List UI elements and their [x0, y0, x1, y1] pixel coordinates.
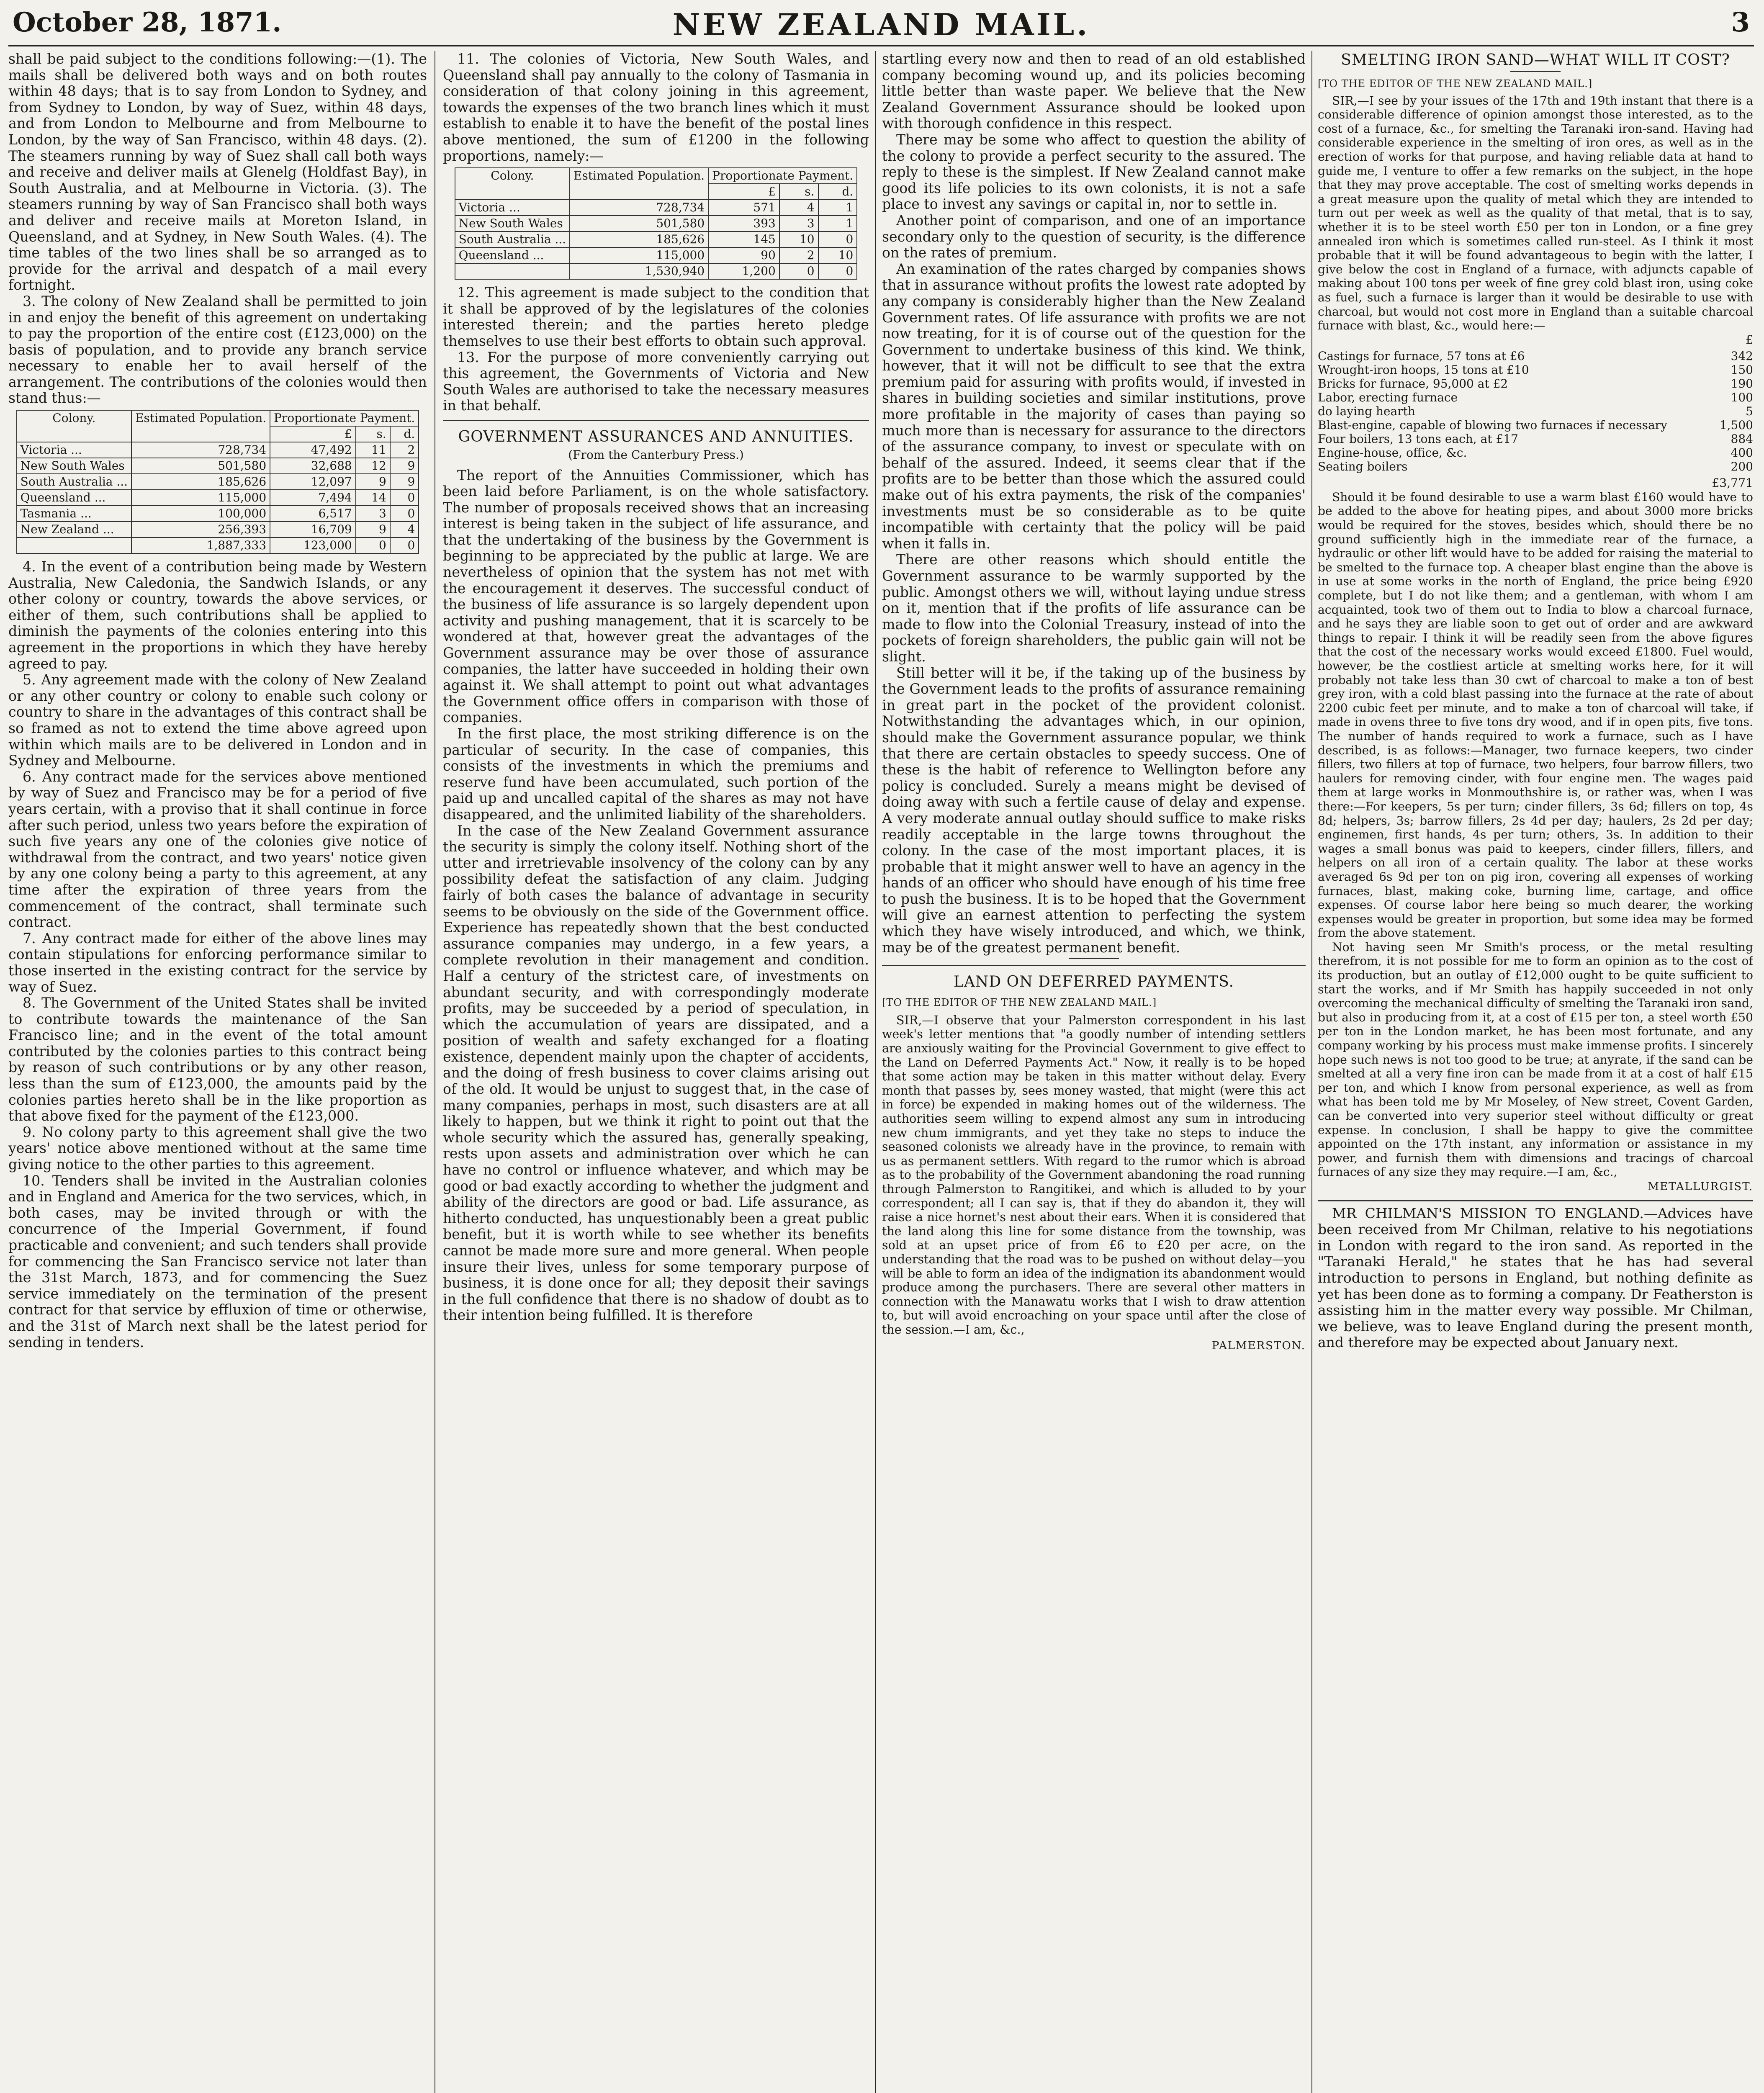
paragraph: 9. No colony party to this agreement shall give the two years' notice above mentioned without at the same time giving notice to the other parties to this agreement.: [8, 1124, 427, 1173]
table-cell: 10: [779, 231, 818, 247]
paragraph: 5. Any agreement made with the colony of New Zealand or any other country or colony to enable such colony or country to share in the advantages of this contract shall be so framed as not to extend the time above agreed upon within which mails are to be delivered in London and in Sydney and Melbourne.: [8, 671, 427, 769]
table-cell: 4: [779, 200, 818, 216]
table-cell: 9: [390, 474, 419, 490]
furnace-cost-table: [1318, 349, 1753, 473]
table-cell: 0: [818, 231, 857, 247]
cost-row: [1318, 377, 1753, 391]
paragraph: SIR,—I see by your issues of the 17th and 19th instant that there is a considerable difference of opinion amongst those interested, as to the cost of a furnace, &c., for smelting the Taranaki iron-sand. Having had considerable experience in the smelting of iron ores, as well as in the erection of works for that purpose, and having reliable data at hand to guide me, I venture to offer a few remarks on the subject, in the hope that they may prove acceptable. The cost of smelting works depends in a great measure upon the quality of metal which they are intended to turn out per week as well as the quality of that metal, that is to say, whether it is to be steel worth £50 per ton in London, or a fine grey annealed iron which is sometimes called run-steel. As I think it most probable that it will be found advantageous to begin with the latter, I give below the cost in England of a furnace, with adjuncts capable of making about 100 tons per week of fine grey cold blast iron, using coke as fuel, such a furnace is larger than it would be desirable to use with charcoal, but would not cost more in England than a suitable charcoal furnace with blast, &c., would here:—: [1318, 93, 1753, 333]
cost-amount: 200: [1731, 460, 1753, 474]
table-header: Colony.: [17, 410, 131, 442]
cost-amount: 150: [1731, 363, 1753, 377]
contribution-table: [16, 410, 419, 554]
table-row: [17, 458, 419, 474]
table-cell: 501,580: [131, 458, 270, 474]
paragraph: 6. Any contract made for the services above mentioned by way of Suez and Francisco may be for a period of five years certain, with a proviso that it shall continue in force after such period, unless two years before the expiration of such five years any one of the colonies give notice of withdrawal from the contract, and two years' notice given by any one colony being a party to this agreement, at any time after the expiration of three years from the commencement of the contract, shall terminate such contract.: [8, 768, 427, 931]
table-row: [455, 200, 857, 216]
table-cell: 185,626: [570, 231, 708, 247]
paragraph: 3. The colony of New Zealand shall be permitted to join in and enjoy the benefit of this agreement on undertaking to pay the proportion of the entire cost (£123,000) on the basis of population, and to provide any branch service necessary to enable her to avail herself of the arrangement. The contributions of the colonies would then stand thus:—: [8, 293, 427, 406]
separator: [1069, 958, 1119, 959]
paragraph: shall be paid subject to the conditions following:—(1). The mails shall be delivered both ways and on both routes within 48 days; that is to say from London to Sydney, and from Sydney to London, by way of Suez, within 48 days, and from London to Melbourne and from Melbourne to London, by the way of San Francisco, within 48 days. (2). The steamers running by way of Suez shall call both ways and receive and deliver mails at Glenelg (Holdfast Bay), in South Australia, and at Melbourne in Victoria. (3). The steamers running by way of San Francisco shall both ways and deliver and receive mails at Moreton Island, in Queensland, and at Sydney, in New South Wales. (4). The time tables of the two lines shall be so arranged as to provide for the arrival and despatch of a mail every fortnight.: [8, 51, 427, 293]
table-header: Proportionate Payment.: [270, 410, 419, 426]
cost-row: [1318, 404, 1753, 418]
table-cell: 185,626: [131, 474, 270, 490]
table-cell: 7,494: [270, 490, 356, 506]
paragraph: Still better will it be, if the taking up of the business by the Government leads to the profits of assurance remaining in great part in the pocket of the provident colonist. Notwithstanding the advantages which, in our opinion, should make the Government assurance popular, we think that there are certain obstacles to speedy success. One of these is the habit of reference to Wellington before any policy is concluded. Surely a means might be devised of doing away with such a fertile cause of delay and expense. A very moderate annual outlay should suffice to make risks readily acceptable in the large towns throughout the colony. In the case of the most important places, it is probable that it might answer well to have an agency in the hands of an officer who should have enough of his time free to push the business. It is to be hoped that the Government will give an earnest attention to perfecting the system which they have wisely introduced, and which, we think, may be of the greatest permanent benefit.: [882, 664, 1306, 956]
cost-item: Four boilers, 13 tons each, at £17: [1318, 432, 1518, 446]
table-row: [455, 216, 857, 231]
unit-pence: d.: [390, 426, 419, 442]
cost-total: £3,771: [1712, 476, 1753, 490]
table-row: [17, 506, 419, 522]
cost-amount: 5: [1746, 404, 1753, 419]
letter-heading: LAND ON DEFERRED PAYMENTS.: [953, 973, 1234, 991]
table-row: [17, 474, 419, 490]
table-cell: South Australia ...: [455, 231, 570, 247]
cost-row: [1318, 349, 1753, 363]
table-row: [17, 522, 419, 537]
table-cell: Tasmania ...: [17, 506, 131, 522]
table-cell: 12: [356, 458, 390, 474]
masthead: [13, 3, 1750, 44]
letter-signature: METALLURGIST.: [1648, 1180, 1753, 1193]
paragraph: startling every now and then to read of an old established company becoming wound up, and its policies becoming little better than waste paper. We believe that the New Zealand Government Assurance should be looked upon with thorough confidence in this respect.: [882, 51, 1306, 132]
table-cell: Queensland ...: [17, 490, 131, 506]
paragraph: Another point of comparison, and one of an importance secondary only to the question of security, is the difference on the rates of premium.: [882, 212, 1306, 261]
table-total-row: 1,530,940 1,200 0 0: [455, 263, 857, 279]
table-cell: New South Wales: [455, 216, 570, 231]
cost-item: do laying hearth: [1318, 404, 1415, 419]
news-item-text: —Advices have been received from Mr Chilman, relative to his negotiations in London with regard to the iron sand. As reported in the "Taranaki Herald," he states that he has had several introduction to persons in England, but nothing definite as yet has been done as to forming a company. Dr Featherston is assisting him in the matter every way possible. Mr Chilman, we believe, was to leave England during the present month, and therefore may be expected about January next.: [1318, 1205, 1753, 1351]
table-cell: 6,517: [270, 506, 356, 522]
table-header: Colony.: [455, 168, 570, 200]
table-cell: 10: [818, 247, 857, 263]
table-cell: 256,393: [131, 522, 270, 537]
cost-item: Castings for furnace, 57 tons at £6: [1318, 349, 1525, 363]
cost-item: Bricks for furnace, 95,000 at £2: [1318, 377, 1508, 391]
paragraph: 4. In the event of a contribution being made by Western Australia, New Caledonia, the Sandwich Islands, or any other colony or country, towards the above services, or either of them, such contributions shall be applied to diminish the payments of the colonies entering into this agreement in the proportions in which they have hereby agreed to pay.: [8, 558, 427, 672]
table-cell: 2: [779, 247, 818, 263]
table-cell: 115,000: [570, 247, 708, 263]
cost-item: Engine-house, office, &c.: [1318, 446, 1467, 460]
paragraph: Not having seen Mr Smith's process, or the metal resulting therefrom, it is not possible for me to form an opinion as to the cost of its production, but an outlay of £12,000 ought to be quite sufficient to start the works, and if Mr Smith has happily succeeded in not only overcoming the mechanical difficulty of smelting the Taranaki iron sand, but also in producing from it, at a cost of £15 per ton, a steel worth £50 per ton in the London market, he has been most fortunate, and any company working by his process must make immense profits. I sincerely hope such news is not too good to be true; at anyrate, if the sand can be smelted at all a very fine iron can be made from it at a cost of half £15 per ton, and which I know from personal experience, as well as from what has been told me by Mr Moseley, of New street, Covent Garden, can be converted into very superior steel without difficulty or great expense. In conclusion, I shall be happy to give the committee appointed on the 17th instant, any information or assistance in my power, and furnish them with dimensions and tracings of charcoal furnaces of any size they may require.—I am, &c.,: [1318, 940, 1753, 1179]
table-cell: 3: [356, 506, 390, 522]
table-row: [455, 231, 857, 247]
table-row: [17, 442, 419, 458]
letter-addressee: [TO THE EDITOR OF THE NEW ZEALAND MAIL.]: [1318, 78, 1593, 90]
table-cell: 9: [356, 522, 390, 537]
currency-header: £: [1746, 332, 1753, 347]
letter-body: SIR,—I observe that your Palmerston correspondent in his last week's letter mentions that "a goodly number of intending settlers are anxiously waiting for the Provincial Government to give effect to the Land on Deferred Payments Act." Now, it really is to be hoped that some action may be taken in this matter without delay. Every month that passes by, sees money wasted, that might (were this act in force) be expended in making homes out of the wilderness. The authorities seem willing to expend almost any sum in introducing new chum immigrants, and yet they take no steps to induce the seasoned colonists we already have in the province, to remain with us as permanent settlers. With regard to the rumor which is abroad as to the probability of the Government abandoning the road running through Palmerston to Rangitikei, and which is alluded to by your correspondent; all I can say is, that if they do abandon it, they will raise a nice hornet's nest about their ears. When it is considered that the land along this line for some distance from the township, was sold at an upset price of from £6 to £20 per acre, on the understanding that the road was to be pushed on without delay—you will be able to form an idea of the indignation its abandonment would produce among the purchasers. There are several other matters in connection with the Manawatu works that I wish to draw attention to, but will avoid encroaching on your space until after the close of the session.—I am, &c.,: [882, 1013, 1306, 1337]
paragraph: 7. Any contract made for either of the above lines may contain stipulations for enforcing performance similar to those inserted in the existing contract for the service by way of Suez.: [8, 930, 427, 995]
table-row: [455, 247, 857, 263]
paragraph: In the first place, the most striking difference is on the particular of security. In the case of companies, this consists of the investments in which the premiums and reserve fund have been accumulated, such portion of the paid up and uncalled capital of the shares as may not have disappeared, and the unlimited liability of the shareholders.: [443, 725, 869, 823]
cost-row: [1318, 460, 1753, 473]
letter-heading: SMELTING IRON SAND—WHAT WILL IT COST?: [1341, 51, 1730, 69]
news-item-lead: MR CHILMAN'S MISSION TO ENGLAND.: [1332, 1205, 1644, 1221]
table-cell: New Zealand ...: [17, 522, 131, 537]
table-cell: 4: [390, 522, 419, 537]
table-cell: 1: [818, 216, 857, 231]
table-cell: 11: [356, 442, 390, 458]
table-cell: 393: [708, 216, 779, 231]
article-heading: GOVERNMENT ASSURANCES AND ANNUITIES.: [458, 428, 854, 445]
table-cell: 90: [708, 247, 779, 263]
unit-pounds: £: [270, 426, 356, 442]
table-cell: 0: [390, 506, 419, 522]
news-item: [1318, 1206, 1753, 1351]
paragraph: 11. The colonies of Victoria, New South Wales, and Queensland shall pay annually to the colony of Tasmania in consideration of that colony joining in this agreement, towards the expenses of the two branch lines which it must establish to enable it to have the benefit of the postal lines above mentioned, the sum of £1200 in the following proportions, namely:—: [443, 51, 869, 164]
paragraph: 13. For the purpose of more conveniently carrying out this agreement, the Governments of Victoria and New South Wales are authorised to take the necessary measures in that behalf.: [443, 349, 869, 414]
cost-amount: 190: [1731, 377, 1753, 391]
paragraph: 12. This agreement is made subject to the condition that it shall be approved of by the legislatures of the colonies interested therein; and the parties hereto pledge themselves to use their best efforts to obtain such approval.: [443, 284, 869, 349]
letter-signature: PALMERSTON.: [1211, 1339, 1306, 1352]
table-cell: New South Wales: [17, 458, 131, 474]
cost-row: [1318, 391, 1753, 404]
table-header: Estimated Population.: [131, 410, 270, 442]
column-divider: [875, 51, 876, 2093]
table-cell: 32,688: [270, 458, 356, 474]
table-cell: Victoria ...: [17, 442, 131, 458]
section-rule: [882, 965, 1306, 966]
paragraph: 10. Tenders shall be invited in the Australian colonies and in England and America for the two services, which, in both cases, may be invited through or with the concurrence of the Imperial Government, if found practicable and convenient; and such tenders shall provide for commencing the San Francisco service not later than the 31st March, 1873, and for commencing the Suez service immediately on the termination of the present contract for that service by effluxion of time or otherwise, and the 31st of March next shall be the latest period for sending in tenders.: [8, 1172, 427, 1350]
table-cell: 728,734: [131, 442, 270, 458]
cost-item: Seating boilers: [1318, 460, 1408, 474]
newspaper-title: NEW ZEALAND MAIL.: [672, 7, 1090, 42]
table-cell: 1: [818, 200, 857, 216]
cost-amount: 342: [1731, 349, 1753, 363]
column-1: [8, 51, 427, 2093]
letter-addressee: [TO THE EDITOR OF THE NEW ZEALAND MAIL.]: [882, 997, 1157, 1009]
table-header: Estimated Population.: [570, 168, 708, 200]
table-header: Proportionate Payment.: [708, 168, 857, 184]
cost-amount: 884: [1731, 432, 1753, 446]
section-rule: [1318, 1200, 1753, 1201]
table-cell: 9: [356, 474, 390, 490]
unit-shillings: s.: [356, 426, 390, 442]
table-cell: 571: [708, 200, 779, 216]
column-4: [1318, 51, 1753, 2093]
paragraph: The report of the Annuities Commissioner, which has been laid before Parliament, is on the whole satisfactory. The number of proposals received shows that an increasing interest is being taken in the subject of life assurance, and that the undertaking of the business by the Government is beginning to be appreciated by the public at large. We are nevertheless of opinion that the system has not met with the encouragement it deserves. The successful conduct of the business of life assurance is so largely dependent upon activity and pushing management, that it is scarcely to be wondered at that, however great the advantages of the Government assurance may be over those of assurance companies, the latter have succeeded in holding their own against it. We shall attempt to point out what advantages the Government office offers in comparison with those of companies.: [443, 467, 869, 726]
paragraph: Should it be found desirable to use a warm blast £160 would have to be added to the above for heating pipes, and about 3000 more bricks would be required for the stoves, besides which, should there be no ground sufficiently high in the immediate rear of the furnace, a hydraulic or other lift would have to be added for raising the material to be smelted to the furnace top. A cheaper blast engine than the above is in use at some works in the north of England, the price being £920 complete, but I do not like them; and a gentleman, with whom I am acquainted, took two of them out to India to blow a charcoal furnace, and he says they are liable soon to get out of order and are awkward things to repair. I think it will be readily seen from the above figures that the cost of the necessary works would exceed £1800. Fuel would, however, be the costliest article at smelting works here, for it will probably not take less than 30 cwt of charcoal to make a ton of best grey iron, with a cold blast passing into the furnace at the rate of about 2200 cubic feet per minute, and to make a ton of charcoal will take, if made in ovens three to five tons dry wood, and if in open pits, five tons. The number of hands required to work a furnace, such as I have described, is as follows:—Manager, two furnace keepers, two cinder fillers, two fillers at top of furnace, two helpers, four barrow fillers, two haulers for removing cinder, with four engine men. The wages paid them at large works in Monmouthshire is, or rather was, when I was there:—For keepers, 5s per turn; cinder fillers, 3s 6d; fillers on top, 4s 8d; helpers, 3s; barrow fillers, 2s 4d per day; haulers, 2s 2d per day; enginemen, first hands, 4s per turn; others, 3s. In addition to their wages a small bonus was paid to keepers, cinder fillers, fillers, and helpers on all iron of a certain quality. The labor at these works averaged 6s 9d per ton on pig iron, covering all expenses of working furnaces, blast, making coke, burning lime, cartage, and office expenses. Of course labor here being so much dearer, the working expenses would be greater in proportion, but some idea may be formed from the above statement.: [1318, 490, 1753, 940]
issue-date: October 28, 1871.: [13, 7, 282, 38]
paragraph: In the case of the New Zealand Government assurance the security is simply the colony itself. Nothing short of the utter and irretrievable insolvency of the colony can by any possibility defeat the satisfaction of any claim. Judging fairly of both cases the balance of advantage in security seems to be obviously on the side of the Government office. Experience has repeatedly shown that the best conducted assurance companies may undergo, in a few years, a complete revolution in their management and condition. Half a century of the strictest care, of investments on abundant security, and with correspondingly moderate profits, may be succeeded by a period of speculation, in which the accumulation of years are dissipated, and a position of wealth and safety exchanged for a floating existence, dependent mainly upon the chapter of accidents, and the doing of fresh business to cover claims arising out of the old. It would be unjust to suggest that, in the case of many companies, perhaps in most, such disasters are at all likely to happen, but we think it right to point out that the whole security which the assured has, generally speaking, rests upon assets and administration over which he can have no control or influence whatever, and which may be good or bad exactly according to whether the judgment and ability of the directors are good or bad. Life assurance, as hitherto conducted, has unquestionably been a great public benefit, but it is worth while to see whether its benefits cannot be made more sure and more general. When people insure their lives, unless for some temporary purpose of business, it is done once for all; they deposit their savings in the full confidence that there is no shadow of doubt as to their intention being fulfilled. It is therefore: [443, 822, 869, 1324]
cost-amount: 1,500: [1719, 418, 1753, 432]
tasmania-payment-table: Colony. Estimated Population. Proportionate Payment. £ s. d. Victoria ... 728,734 571 4 1 New South Wales 501,580 393 3 1 South Australia ... 185,626 145 10 0 Queensland ... 115,000 90 2 10 1,530,940 1,200 0 0: [455, 167, 858, 280]
table-cell: South Australia ...: [17, 474, 131, 490]
table-cell: 501,580: [570, 216, 708, 231]
section-rule: [443, 420, 869, 421]
column-2: [443, 51, 869, 2093]
table-cell: 16,709: [270, 522, 356, 537]
cost-row: [1318, 446, 1753, 460]
cost-item: Labor, erecting furnace: [1318, 391, 1458, 405]
paragraph: 8. The Government of the United States shall be invited to contribute towards the maintenance of the San Francisco line; and in the event of the total amount contributed by the colonies parties to this contract being by reason of such contributions or by any other reason, less than the sum of £123,000, the amounts paid by the colonies parties hereto shall be in the like proportion as that above fixed for the payment of the £123,000.: [8, 995, 427, 1124]
masthead-rule: [8, 45, 1754, 46]
cost-row: [1318, 418, 1753, 432]
column-3: [882, 51, 1306, 2093]
table-cell: 9: [390, 458, 419, 474]
table-cell: 115,000: [131, 490, 270, 506]
table-row: [17, 490, 419, 506]
table-cell: Queensland ...: [455, 247, 570, 263]
table-cell: 100,000: [131, 506, 270, 522]
table-cell: 12,097: [270, 474, 356, 490]
paragraph: There may be some who affect to question the ability of the colony to provide a perfect security to the assured. The reply to these is the simplest. If New Zealand cannot make good its life policies to its own colonists, it is not a safe place to invest any savings or capital in, nor to settle in.: [882, 131, 1306, 213]
page-number: 3: [1731, 7, 1750, 38]
article-source: (From the Canterbury Press.): [568, 447, 744, 462]
cost-item: Wrought-iron hoops, 15 tons at £10: [1318, 363, 1529, 377]
separator: [1510, 71, 1561, 72]
table-cell: 47,492: [270, 442, 356, 458]
paragraph: An examination of the rates charged by companies shows that in assurance without profits the lowest rate adopted by any company is considerably higher than the New Zealand Government rates. Of life assurance with profits we are not now treating, for it is of course out of the question for the Government to undertake business of this kind. We think, however, that it will not be difficult to see that the extra premium paid for assuring with profits would, if invested in shares in building societies and similar institutions, prove more profitable in the majority of cases than paying so much more than is necessary for assurance to the directors of the assurance company, to invest or speculate with on behalf of the assured. Indeed, it seems clear that if the profits are to be better than those which the assured could make out of his extra payments, the risk of the companies' investments must be so considerable as to be quite incompatible with certainty that the policy will be paid when it falls in.: [882, 260, 1306, 552]
cost-amount: 100: [1731, 391, 1753, 405]
table-cell: Victoria ...: [455, 200, 570, 216]
table-cell: 3: [779, 216, 818, 231]
table-cell: 2: [390, 442, 419, 458]
table-cell: 0: [390, 490, 419, 506]
cost-amount: 400: [1731, 446, 1753, 460]
table-cell: 728,734: [570, 200, 708, 216]
table-total-row: 1,887,333 123,000 0 0: [17, 537, 419, 553]
table-cell: 145: [708, 231, 779, 247]
column-divider: [1311, 51, 1312, 2093]
table-cell: 14: [356, 490, 390, 506]
cost-row: [1318, 432, 1753, 446]
paragraph: There are other reasons which should entitle the Government assurance to be warmly supported by the public. Amongst others we will, without laying undue stress on it, mention that if the profits of life assurance can be made to flow into the Colonial Treasury, instead of into the pockets of foreign shareholders, the public gain will not be slight.: [882, 551, 1306, 665]
cost-row: [1318, 363, 1753, 377]
cost-item: Blast-engine, capable of blowing two furnaces if necessary: [1318, 418, 1667, 432]
